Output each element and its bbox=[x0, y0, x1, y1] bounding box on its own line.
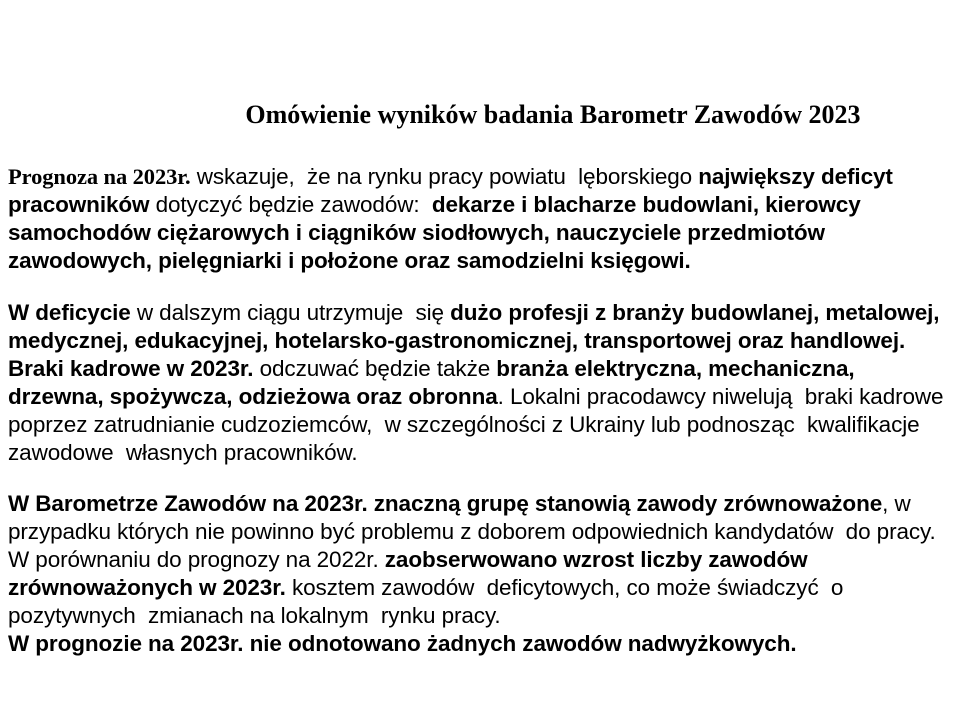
text-segment: , w bbox=[882, 491, 911, 516]
text-line bbox=[8, 411, 956, 439]
text-line bbox=[8, 299, 956, 327]
text-segment: W porównaniu do prognozy na 2022r. bbox=[8, 547, 385, 572]
text-segment: W Barometrze Zawodów na 2023r. znaczną grupę stanowią zawody zrównoważone bbox=[8, 491, 883, 516]
text-line bbox=[8, 191, 956, 219]
text-segment: pozytywnych zmianach na lokalnym rynku pracy. bbox=[8, 603, 501, 628]
text-line bbox=[8, 163, 956, 191]
text-segment: W prognozie na 2023r. nie odnotowano żadnych zawodów nadwyżkowych. bbox=[8, 631, 797, 656]
text-line bbox=[8, 355, 956, 383]
text-segment: wskazuje, że na rynku pracy powiatu lęborskiego bbox=[190, 164, 699, 189]
paragraph-zawody-zrownowazone bbox=[8, 490, 956, 658]
text-segment: zawodowe własnych pracowników. bbox=[8, 440, 358, 465]
text-line bbox=[8, 490, 956, 518]
paragraph-deficyt-branze bbox=[8, 299, 956, 467]
text-segment: przypadku których nie powinno być problemu z doborem odpowiednich kandydatów do pracy. bbox=[8, 519, 936, 544]
text-line bbox=[8, 327, 956, 355]
text-line bbox=[8, 602, 956, 630]
text-segment: dużo profesji z branży budowlanej, metalowej, bbox=[450, 300, 940, 325]
text-line bbox=[8, 518, 956, 546]
text-segment: odczuwać będzie także bbox=[253, 356, 497, 381]
text-segment: drzewna, spożywcza, odzieżowa oraz obronna bbox=[8, 384, 498, 409]
slide-title: Omówienie wyników badania Barometr Zawodów 2023 bbox=[245, 100, 861, 129]
text-segment: największy deficyt bbox=[698, 164, 893, 189]
text-line bbox=[8, 630, 956, 658]
text-line bbox=[8, 439, 956, 467]
text-segment: . Lokalni pracodawcy niwelują braki kadrowe bbox=[497, 384, 944, 409]
text-segment: Prognoza na 2023r. bbox=[8, 164, 191, 189]
text-segment: medycznej, edukacyjnej, hotelarsko-gastronomicznej, transportowej oraz handlowej. bbox=[8, 328, 906, 353]
text-line bbox=[8, 219, 956, 247]
text-line bbox=[8, 383, 956, 411]
text-segment: Braki kadrowe w 2023r. bbox=[8, 356, 254, 381]
text-segment: zaobserwowano wzrost liczby zawodów bbox=[384, 547, 808, 572]
paragraph-prognoza-deficyt bbox=[8, 163, 956, 275]
text-segment: kosztem zawodów deficytowych, co może świadczyć o bbox=[285, 575, 844, 600]
text-line bbox=[8, 247, 956, 275]
text-line bbox=[8, 574, 956, 602]
text-segment: zrównoważonych w 2023r. bbox=[8, 575, 286, 600]
text-line bbox=[8, 546, 956, 574]
text-segment: W deficycie bbox=[8, 300, 131, 325]
text-segment: pracowników bbox=[8, 192, 156, 217]
text-segment: zawodowych, pielęgniarki i położone oraz samodzielni księgowi. bbox=[8, 248, 691, 273]
text-segment: dotyczyć będzie zawodów: bbox=[155, 192, 432, 217]
text-segment: poprzez zatrudnianie cudzoziemców, w szczególności z Ukrainy lub podnosząc kwalifikacje bbox=[8, 412, 920, 437]
text-segment: w dalszym ciągu utrzymuje się bbox=[130, 300, 451, 325]
text-segment: dekarze i blacharze budowlani, kierowcy bbox=[431, 192, 861, 217]
text-segment: branża elektryczna, mechaniczna, bbox=[496, 356, 855, 381]
text-segment: samochodów ciężarowych i ciągników siodłowych, nauczyciele przedmiotów bbox=[8, 220, 825, 245]
